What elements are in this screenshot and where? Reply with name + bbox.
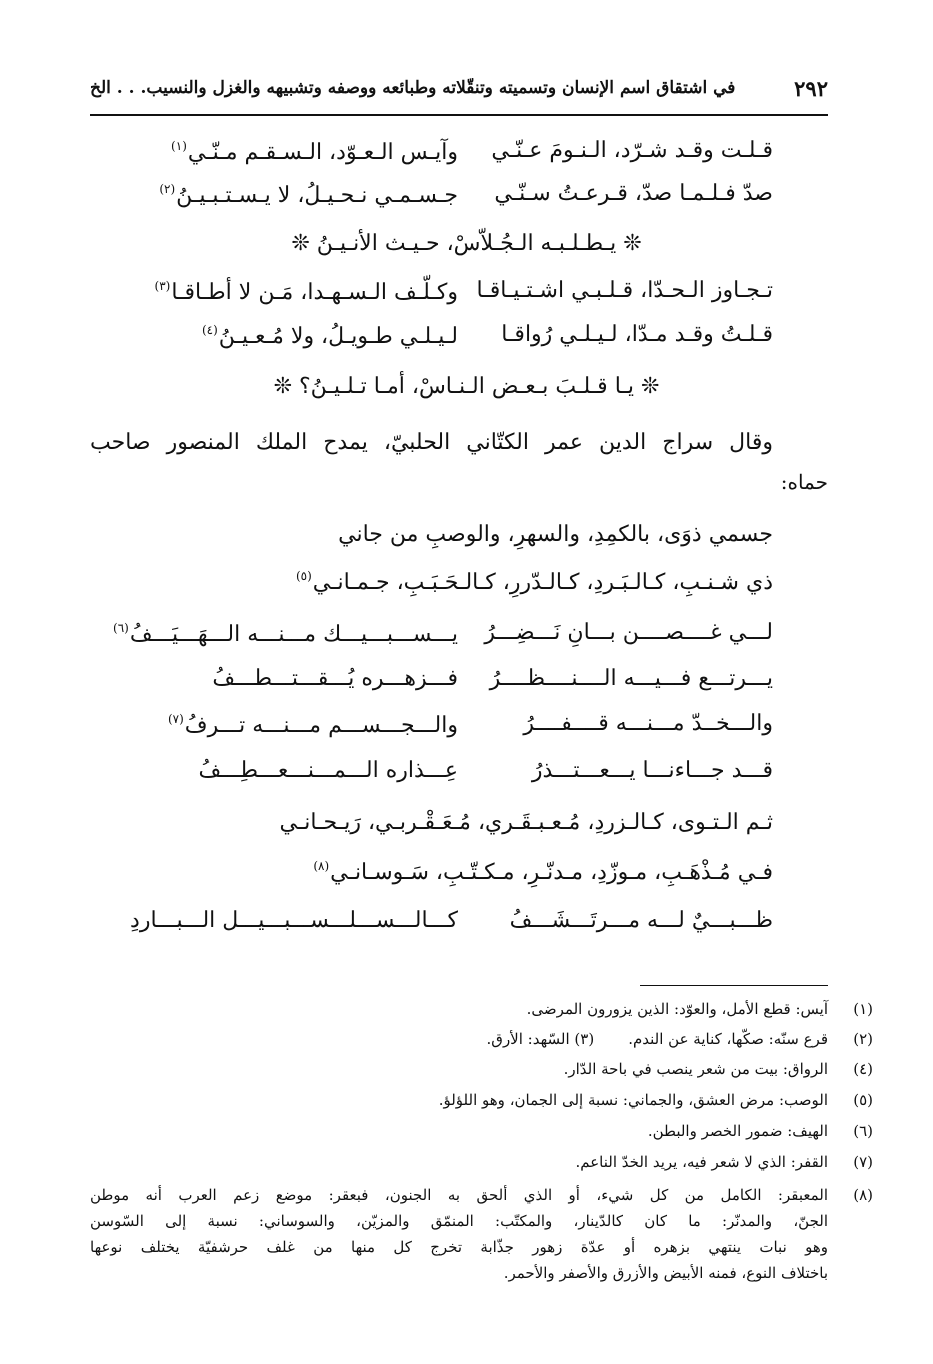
footnote-text: آيس: قطع الأمل، والعوّد: الذين يزورون المرضى. xyxy=(526,1000,828,1018)
footnote-text: الرواق: بيت من شعر ينصب في باحة الدّار. xyxy=(563,1060,828,1078)
poem-line: ثـم الـتـوى، كـالـزردِ، مُـعـبـقَـري، مُـعَـقْـربـي، رَيـحـانـي xyxy=(279,810,773,835)
footnote-text: الهيف: ضمور الخصر والبطن. xyxy=(647,1122,828,1140)
footnote-marker: (٧) xyxy=(167,712,184,726)
hemistich-first: تـجـاوز الـحـدّا، قـلـبـي اشـتـيـاقـا xyxy=(476,278,773,303)
poem-line xyxy=(130,910,458,932)
intro-paragraph-continuation: حماه: xyxy=(780,470,828,494)
poem-line xyxy=(159,183,458,207)
footnote-number: (٨) xyxy=(853,1186,873,1204)
footnote-marker: (٣) xyxy=(154,279,171,293)
intro-paragraph-line: وقال سراج الدين عمر الكتّاني الحلبيّ، يمدح الملك المنصور صاحب xyxy=(90,430,773,455)
hemistich-first: والـــخــدّ مـــنـــه قــــفــــرُ xyxy=(523,711,773,736)
hemistich-second: وآيـس الـعـوّد، الـسـقـم مـنّـي xyxy=(187,140,458,165)
hemistich-second: وكـلّـف الـسـهـدا، مَـن لا أطـاقـا xyxy=(171,280,458,305)
hemistich-second: جـسـمـي نـحـيـلُ، لا يـسـتـبـيـنُ xyxy=(176,183,458,208)
hemistich-second: يـــســـبـــيـــك مـــنـــه الـــهَـــيَـــفُ xyxy=(129,622,458,647)
footnote xyxy=(90,1091,873,1109)
poem-line xyxy=(501,324,773,346)
hemistich-first: قـــد جـــاءنـــا يـــعـــتـــذرُ xyxy=(531,758,773,783)
footnote-text: قرع سنّه: صكّها، كناية عن الندم. xyxy=(628,1030,828,1048)
footnote xyxy=(90,1060,873,1078)
poem-line xyxy=(212,668,458,690)
footnote-marker: (٤) xyxy=(201,323,218,337)
hemistich-first: يـــرتـــع فـــيـــه الــــنــــظــــرُ xyxy=(489,666,773,691)
footnote-text: القفر: الذي لا شعر فيه، يريد الخدّ الناعم. xyxy=(575,1153,828,1171)
footnote-number: (٥) xyxy=(853,1091,873,1109)
footnote-marker: (٢) xyxy=(159,182,176,196)
hemistich-second: فـــزهـــره يُـــقـــتـــطـــفُ xyxy=(212,666,458,691)
poem-line xyxy=(484,622,773,644)
footnote xyxy=(90,1153,873,1171)
poem-line xyxy=(494,183,773,205)
footnote-text-line: المعبقر: الكامل من كل شيء، أو الذي ألحق به الجنون، فبعقر: موضع زعم العرب أنه موطن xyxy=(90,1186,828,1204)
poem-line xyxy=(198,760,458,782)
poem-line xyxy=(113,622,458,646)
footnote xyxy=(90,1000,873,1018)
footnote-marker: (٦) xyxy=(113,621,129,635)
poem-line xyxy=(202,324,458,348)
footnote-rule xyxy=(640,985,828,986)
poem-line xyxy=(491,140,773,162)
hemistich-second: والـــجـــســـم مـــنـــه تـــرفُ xyxy=(184,713,458,738)
hemistich-first: ظـــبـــيٌ لـــه مـــرتَـــشَـــفُ xyxy=(509,908,773,933)
poem-line: جسمي ذوَى، بالكمِدِ، والسهرِ، والوصبِ من جاني xyxy=(338,522,773,547)
footnote-marker: (٨) xyxy=(313,859,330,873)
hemistich-first: صدّ فـلـمـا صدّ، قـرعـتُ سـنّـي xyxy=(494,181,773,206)
footnote-text-line: باختلاف النوع، فمنه الأبيض والأزرق والأصفر والأحمر. xyxy=(503,1264,828,1282)
footnote-marker: (٥) xyxy=(295,569,312,583)
hemistich-second: عِـــذاره الـــمـــنـــعـــطِـــفُ xyxy=(198,758,458,783)
poem-line xyxy=(168,713,458,737)
hemistich-first: قـلـتُ وقـد مـدّا، لـيـلـي رُواقـا xyxy=(501,322,773,347)
footnote-marker: (١) xyxy=(171,139,187,153)
poem-refrain: ❊ يـطـلـبـه الـجُـلاّسْ، حـيـث الأنـيـنُ ❊ xyxy=(291,231,642,256)
running-header xyxy=(90,72,828,106)
footnote-number: (٦) xyxy=(853,1122,873,1140)
footnote-text-line: الجنّ، والمدنّر: ما كان كالدّينار، والمكتّب: المنمّق والمزيّن، والسوساني: نسبة إلى السّوسن xyxy=(90,1212,828,1230)
running-title: في اشتقاق اسم الإنسان وتسميته وتنقّلاته وطبائعه ووصفه وتشبيهه والغزل والنسيب. . . الخ xyxy=(90,78,736,98)
poem-line xyxy=(477,280,773,302)
footnote-text: السّهد: الأرق. xyxy=(486,1030,570,1048)
poem-refrain: ❊ يـا قـلـبَ بـعـض الـنـاسْ، أمـا تـلـيـنُ؟ ❊ xyxy=(273,374,660,399)
hemistich-first: قـلـت وقـد شـرّد، الـنـومَ عـنّـي xyxy=(491,138,773,163)
header-rule xyxy=(90,114,828,116)
poem-line xyxy=(171,140,458,164)
footnote xyxy=(90,1030,873,1048)
footnote-number: (٤) xyxy=(853,1060,873,1078)
poem-line xyxy=(313,860,773,884)
hemistich-first: لـــي غــــصــــن بـــانِ نَـــضِـــرُ xyxy=(484,620,773,645)
poem-line-text: فـي مُـذْهَـبِ، مـوزّدِ، مـدنّـرِ، مـكـتّـبِ، سَـوسـانـي xyxy=(330,860,773,885)
poem-line xyxy=(532,760,773,782)
footnote-text: الوصب: مرض العشق، والجماني: نسبة إلى الجمان، وهو اللؤلؤ. xyxy=(438,1091,828,1109)
footnote-number: (٢) xyxy=(853,1030,873,1048)
footnote-text-line: وهو نبات ينتهي بزهره أو عدّة زهور جذّابة تخرج كل منها من غلف حرشفيّة يختلف نوعها xyxy=(90,1238,828,1256)
poem-line xyxy=(155,280,458,304)
footnote-number: (٣) xyxy=(574,1030,595,1048)
poem-line xyxy=(523,713,773,735)
footnote-number: (١) xyxy=(853,1000,873,1018)
footnote xyxy=(90,1122,873,1140)
poem-line xyxy=(296,570,773,594)
footnote xyxy=(90,1182,873,1286)
poem-line xyxy=(510,910,773,932)
hemistich-second: كـــالـــســـلـــســـبـــيـــل الـــبـــاردِ xyxy=(130,908,458,933)
page-number: ٢٩٢ xyxy=(794,76,828,101)
poem-line xyxy=(490,668,773,690)
footnote-number: (٧) xyxy=(853,1153,873,1171)
hemistich-second: لـيـلـي طـويـلُ، ولا مُـعـيـنُ xyxy=(218,324,458,349)
poem-line-text: ذي شـنـبِ، كـالـبَـردِ، كـالـدّررِ، كـالـحَـبَـبِ، جـمـانـي xyxy=(312,570,773,595)
